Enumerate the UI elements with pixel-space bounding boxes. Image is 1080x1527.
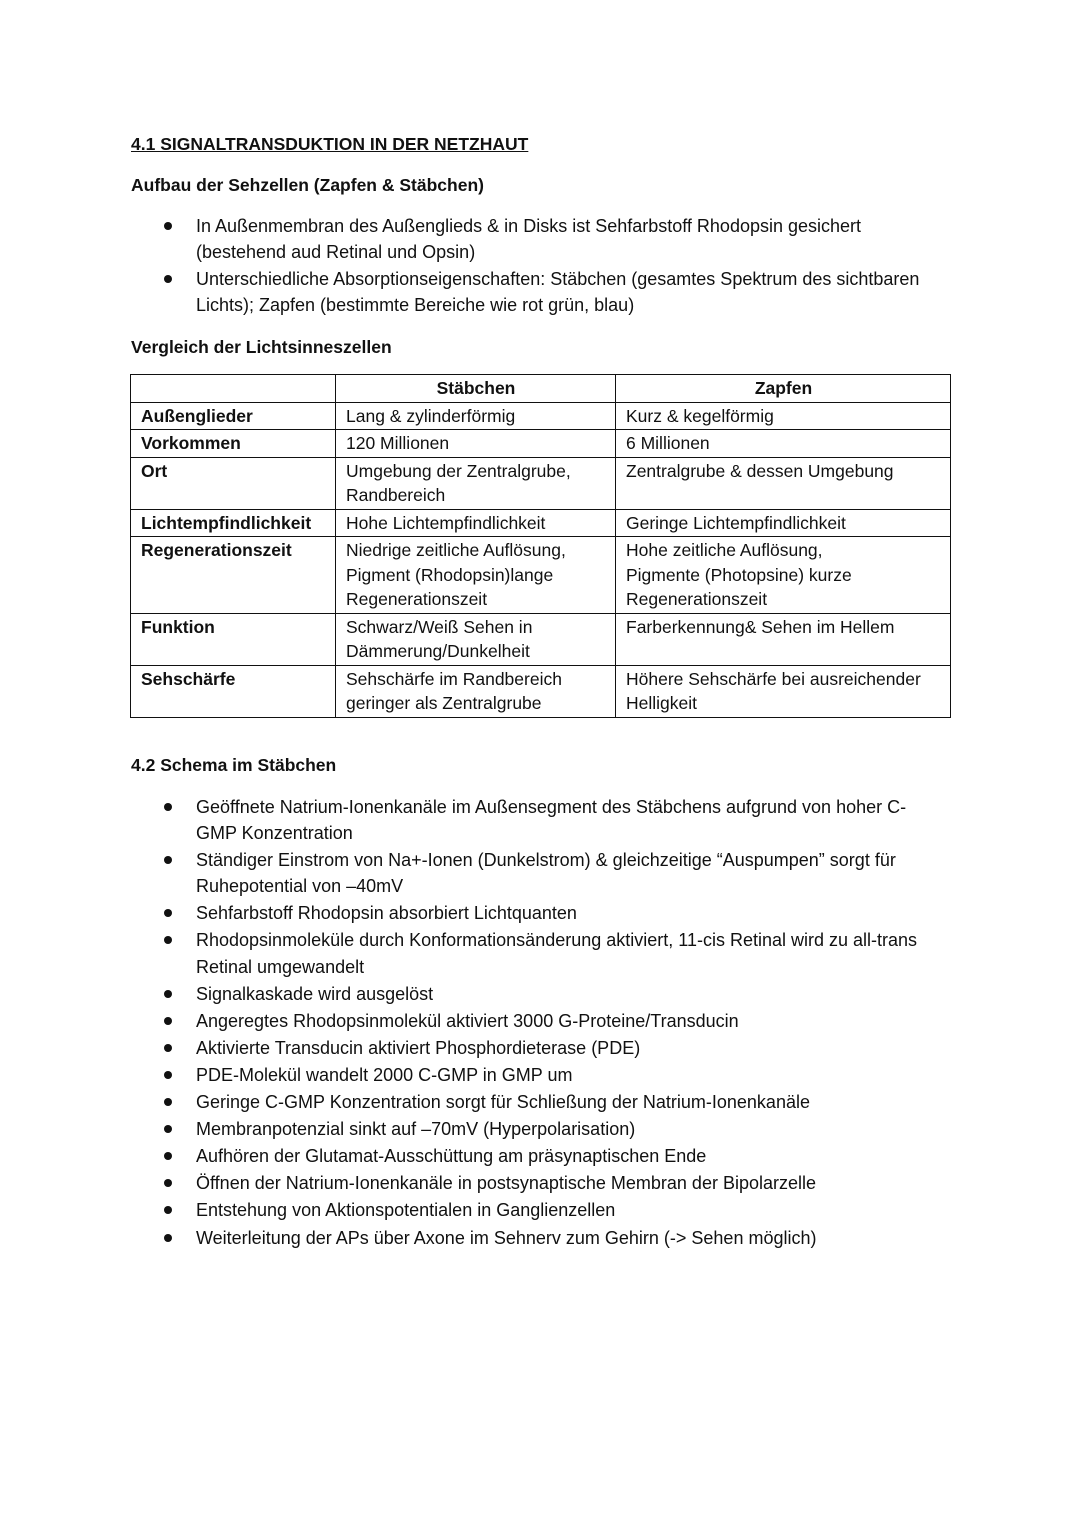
cell-zapfen: Hohe zeitliche Auflösung, Pigmente (Photopsine) kurze Regenerationszeit <box>616 537 951 614</box>
table-row <box>131 430 951 458</box>
bullet-icon <box>164 1044 172 1052</box>
list-item: Sehfarbstoff Rhodopsin absorbiert Lichtquanten <box>131 900 1001 926</box>
table-row <box>131 509 951 537</box>
header-cell-empty <box>131 375 336 403</box>
bullet-icon <box>164 936 172 944</box>
bullet-icon <box>164 1206 172 1214</box>
list-item: PDE-Molekül wandelt 2000 C-GMP in GMP um <box>131 1062 1001 1088</box>
cell-zapfen: Zentralgrube & dessen Umgebung <box>616 457 951 509</box>
section-heading-4-1: 4.1 SIGNALTRANSDUKTION IN DER NETZHAUT <box>131 134 529 154</box>
table-row <box>131 457 951 509</box>
list-item: Rhodopsinmoleküle durch Konformationsänderung aktiviert, 11-cis Retinal wird zu all-trans Retinal umgewandelt <box>131 927 1001 979</box>
bullet-icon <box>164 1071 172 1079</box>
list-item: Aufhören der Glutamat-Ausschüttung am präsynaptischen Ende <box>131 1143 1001 1169</box>
cell-zapfen: Kurz & kegelförmig <box>616 402 951 430</box>
list-item: In Außenmembran des Außenglieds & in Disks ist Sehfarbstoff Rhodopsin gesichert (bestehend aud Retinal und Opsin) <box>131 213 991 265</box>
table-header-row <box>131 375 951 403</box>
header-cell-staebchen: Stäbchen <box>336 375 616 403</box>
table-row <box>131 665 951 717</box>
cell-staebchen: Lang & zylinderförmig <box>336 402 616 430</box>
cell-zapfen: Höhere Sehschärfe bei ausreichender Helligkeit <box>616 665 951 717</box>
row-label: Lichtempfindlichkeit <box>131 509 336 537</box>
cell-staebchen: Sehschärfe im Randbereich geringer als Zentralgrube <box>336 665 616 717</box>
list-item: Signalkaskade wird ausgelöst <box>131 981 1001 1007</box>
bullet-icon <box>164 1125 172 1133</box>
schema-bullet-list <box>131 794 1001 1251</box>
table-row <box>131 537 951 614</box>
row-label: Vorkommen <box>131 430 336 458</box>
row-label: Funktion <box>131 613 336 665</box>
cell-staebchen: Schwarz/Weiß Sehen in Dämmerung/Dunkelheit <box>336 613 616 665</box>
cell-staebchen: 120 Millionen <box>336 430 616 458</box>
bullet-icon <box>164 909 172 917</box>
bullet-icon <box>164 856 172 864</box>
list-item: Geringe C-GMP Konzentration sorgt für Schließung der Natrium-Ionenkanäle <box>131 1089 1001 1115</box>
list-item: Ständiger Einstrom von Na+-Ionen (Dunkelstrom) & gleichzeitige “Auspumpen” sorgt für Ruhepotential von –40mV <box>131 847 1001 899</box>
bullet-icon <box>164 222 172 230</box>
section-heading-4-2: 4.2 Schema im Stäbchen <box>131 755 337 775</box>
bullet-icon <box>164 1152 172 1160</box>
cell-staebchen: Niedrige zeitliche Auflösung, Pigment (Rhodopsin)lange Regenerationszeit <box>336 537 616 614</box>
cell-staebchen: Hohe Lichtempfindlichkeit <box>336 509 616 537</box>
row-label: Regenerationszeit <box>131 537 336 614</box>
subheading-vergleich: Vergleich der Lichtsinneszellen <box>131 337 392 357</box>
table-row <box>131 613 951 665</box>
cell-zapfen: 6 Millionen <box>616 430 951 458</box>
aufbau-bullet-list <box>131 213 991 318</box>
list-item: Weiterleitung der APs über Axone im Sehnerv zum Gehirn (-> Sehen möglich) <box>131 1225 1001 1251</box>
list-item: Entstehung von Aktionspotentialen in Ganglienzellen <box>131 1197 1001 1223</box>
bullet-icon <box>164 990 172 998</box>
bullet-icon <box>164 275 172 283</box>
header-cell-zapfen: Zapfen <box>616 375 951 403</box>
comparison-table <box>130 374 951 718</box>
row-label: Außenglieder <box>131 402 336 430</box>
list-item: Unterschiedliche Absorptionseigenschaften: Stäbchen (gesamtes Spektrum des sichtbaren Lichts); Zapfen (bestimmte Bereiche wie rot grün, blau) <box>131 266 991 318</box>
list-item: Öffnen der Natrium-Ionenkanäle in postsynaptische Membran der Bipolarzelle <box>131 1170 1001 1196</box>
list-item: Membranpotenzial sinkt auf –70mV (Hyperpolarisation) <box>131 1116 1001 1142</box>
bullet-icon <box>164 1234 172 1242</box>
row-label: Ort <box>131 457 336 509</box>
cell-zapfen: Farberkennung& Sehen im Hellem <box>616 613 951 665</box>
list-item: Angeregtes Rhodopsinmolekül aktiviert 3000 G-Proteine/Transducin <box>131 1008 1001 1034</box>
list-item: Aktivierte Transducin aktiviert Phosphordieterase (PDE) <box>131 1035 1001 1061</box>
bullet-icon <box>164 1098 172 1106</box>
bullet-icon <box>164 803 172 811</box>
cell-staebchen: Umgebung der Zentralgrube, Randbereich <box>336 457 616 509</box>
row-label: Sehschärfe <box>131 665 336 717</box>
subheading-aufbau: Aufbau der Sehzellen (Zapfen & Stäbchen) <box>131 175 484 195</box>
cell-zapfen: Geringe Lichtempfindlichkeit <box>616 509 951 537</box>
list-item: Geöffnete Natrium-Ionenkanäle im Außensegment des Stäbchens aufgrund von hoher C- GMP Konzentration <box>131 794 1001 846</box>
bullet-icon <box>164 1017 172 1025</box>
bullet-icon <box>164 1179 172 1187</box>
table-row <box>131 402 951 430</box>
